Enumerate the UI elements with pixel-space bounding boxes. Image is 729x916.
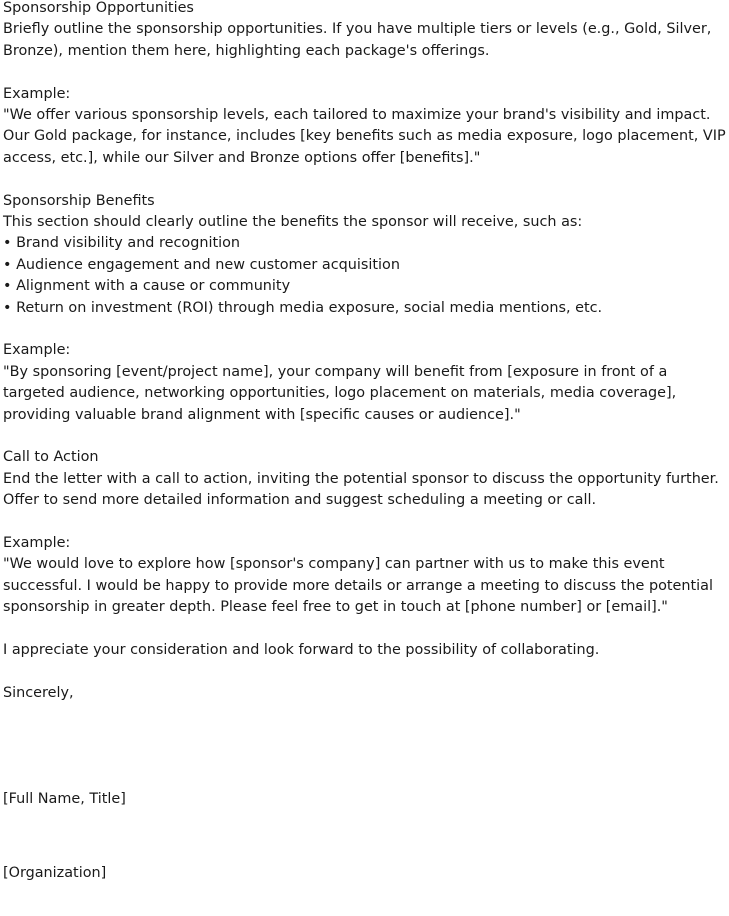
cta-example-label: Example: [3, 535, 71, 552]
letter-document [3, 0, 729, 884]
cta-example-text: "We would love to explore how [sponsor's company] can partner with us to make this event successful. I would be happy to provide more details or arrange a meeting to discuss the potential sponsorship in greater depth. Please feel free to get in touch at [phone number] or [email]." [3, 556, 713, 616]
cta-intro: End the letter with a call to action, inviting the potential sponsor to discuss the opportunity further. Offer to send more detailed information and suggest scheduling a meeting or call. [3, 470, 719, 509]
benefit-item: • Return on investment (ROI) through media exposure, social media mentions, etc. [3, 299, 603, 316]
benefits-example-label: Example: [3, 342, 71, 359]
benefits-example-text: "By sponsoring [event/project name], your company will benefit from [exposure in front of a targeted audience, networking opportunities, logo placement on materials, media coverage], providing valuable brand alignment with [specific causes or audience]." [3, 363, 677, 423]
signature-organization: [Organization] [3, 864, 107, 881]
closing-appreciation: I appreciate your consideration and look forward to the possibility of collaborating. [3, 642, 600, 659]
opportunities-intro: Briefly outline the sponsorship opportunities. If you have multiple tiers or levels (e.g., Gold, Silver, Bronze), mention them here, highlighting each package's offerings. [3, 21, 712, 59]
benefits-list [3, 233, 729, 319]
cta-heading: Call to Action [3, 449, 99, 466]
benefits-intro: This section should clearly outline the benefits the sponsor will receive, such as: [3, 214, 583, 231]
opportunities-example-text: "We offer various sponsorship levels, each tailored to maximize your brand's visibility and impact. Our Gold package, for instance, includes [key benefits such as media exposure, logo placement, VIP access, etc.], while our Silver and Bronze options offer [benefits]." [3, 107, 726, 166]
opportunities-heading: Sponsorship Opportunities [3, 0, 194, 16]
opportunities-example-label: Example: [3, 85, 71, 102]
benefit-item: • Alignment with a cause or community [3, 278, 291, 295]
benefits-heading: Sponsorship Benefits [3, 192, 155, 209]
signature-name-title: [Full Name, Title] [3, 791, 126, 808]
benefit-item: • Brand visibility and recognition [3, 235, 241, 252]
benefit-item: • Audience engagement and new customer acquisition [3, 256, 400, 273]
closing-sign-off: Sincerely, [3, 684, 74, 701]
